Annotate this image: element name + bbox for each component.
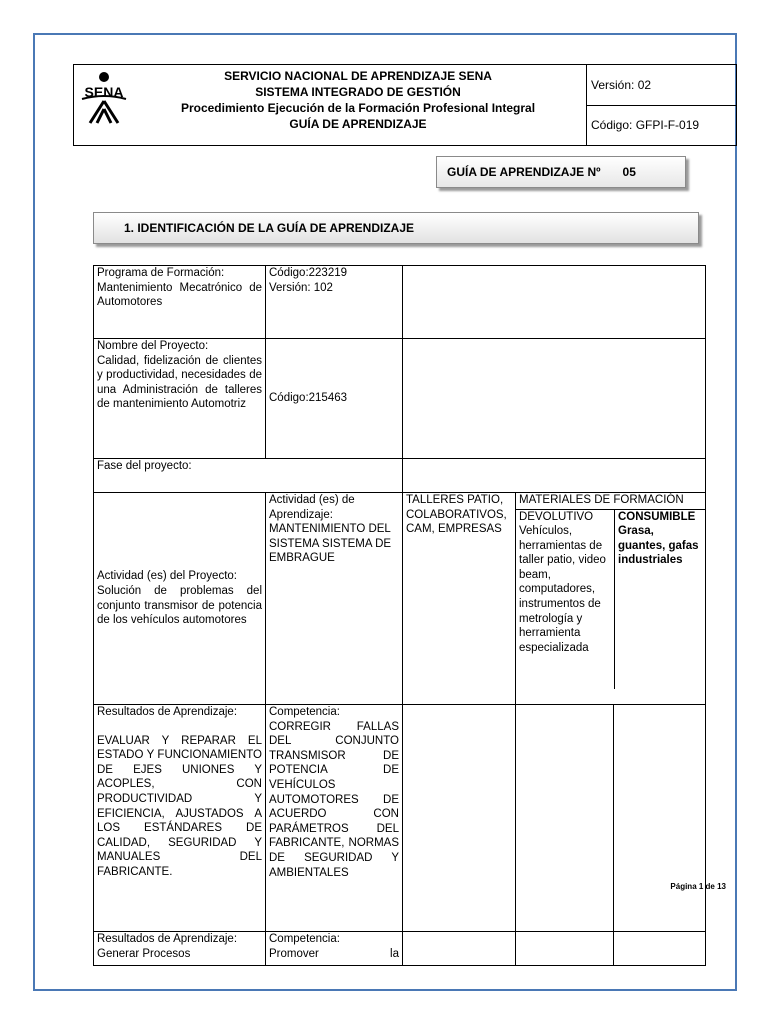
aprendizaje-label: Actividad (es) de Aprendizaje: (269, 494, 355, 521)
proyecto-label: Nombre del Proyecto: (97, 340, 209, 352)
programa-value: Mantenimiento Mecatrónico de Automotores (97, 281, 262, 309)
sena-logo-icon (80, 69, 128, 129)
competencia1-label: Competencia: (269, 706, 340, 718)
svg-text:SENA: SENA (84, 84, 124, 100)
table-row (94, 266, 706, 339)
proyecto-value: Calidad, fidelización de clientes y productividad, necesidades de una Administración de talleres de mantenimiento Automotriz (97, 354, 262, 411)
programa-codigo: Código:223219 (269, 267, 348, 279)
devolutivo-value: Vehículos, herramientas de taller patio, video beam, computadores, instrumentos de metrología y herramienta especializada (519, 525, 606, 654)
resultados2-label: Resultados de Aprendizaje: (97, 933, 238, 945)
guia-number: 05 (622, 165, 636, 179)
section-title: 1. IDENTIFICACIÓN DE LA GUÍA DE APRENDIZAJE (124, 221, 415, 235)
guia-number-box (436, 156, 686, 188)
programa-cell (94, 266, 266, 339)
resultados2-value: Generar Procesos (97, 947, 191, 960)
header-line3: Procedimiento Ejecución de la Formación Profesional Integral (180, 101, 536, 115)
materiales-cell (516, 493, 706, 705)
devolutivo-cell (516, 509, 615, 689)
programa-version: Versión: 102 (269, 281, 333, 294)
version-cell: Versión: 02 (587, 65, 737, 106)
consumible-value: Grasa, guantes, gafas industriales (618, 525, 699, 567)
page-number: Página 1 de 13 (670, 882, 726, 891)
resultados2-cell (94, 932, 266, 966)
table-row (94, 493, 706, 705)
resultados1-label: Resultados de Aprendizaje: (97, 706, 238, 718)
proyecto-cell (94, 339, 266, 459)
materiales-header: MATERIALES DE FORMACIÓN (516, 493, 705, 509)
aprendizaje-cell (266, 493, 403, 705)
competencia1-cell (266, 705, 403, 932)
consumible-label: CONSUMIBLE (618, 510, 696, 523)
proyecto-codigo: Código:215463 (266, 339, 403, 459)
resultados1-cell (94, 705, 266, 932)
actividad-value: Solución de problemas del conjunto transmisor de potencia de los vehículos automotores (97, 584, 262, 627)
actividad-cell (94, 493, 266, 705)
resultados1-value: EVALUAR Y REPARAR EL ESTADO Y FUNCIONAMIENTO DE EJES UNIONES Y ACOPLES, CON PRODUCTIVIDAD Y EFICIENCIA, AJUSTADOS A LOS ESTÁNDARES DE CALIDAD, SEGURIDAD Y MANUALES DEL FABRICANTE. (97, 734, 262, 878)
guia-label: GUÍA DE APRENDIZAJE Nº (447, 165, 601, 179)
table-row (94, 705, 706, 932)
codigo-cell: Código: GFPI-F-019 (587, 105, 737, 146)
fase-label: Fase del proyecto: (94, 459, 403, 493)
actividad-label: Actividad (es) del Proyecto: (97, 570, 237, 583)
competencia1-value: CORREGIR FALLAS DEL CONJUNTO TRANSMISOR DE POTENCIA DE VEHÍCULOS AUTOMOTORES DE ACUERDO CON PARÁMETROS DEL FABRICANTE, NORMAS DE SEGURIDAD Y AMBIENTALES (269, 720, 399, 879)
header-line4: GUÍA DE APRENDIZAJE (289, 117, 427, 131)
document-header (73, 64, 737, 146)
devolutivo-label: DEVOLUTIVO (519, 510, 594, 523)
consumible-cell (615, 509, 706, 689)
competencia2-label: Competencia: (269, 933, 340, 945)
competencia2-cell (266, 932, 403, 966)
aprendizaje-value: MANTENIMIENTO DEL SISTEMA SISTEMA DE EMBRAGUE (269, 523, 392, 565)
section-heading (93, 212, 699, 244)
programa-label: Programa de Formación: (97, 267, 225, 279)
header-line1: SERVICIO NACIONAL DE APRENDIZAJE SENA (224, 69, 492, 83)
ambientes-cell: TALLERES PATIO, COLABORATIVOS, CAM, EMPRESAS (403, 493, 516, 705)
competencia2-value: Promover la (269, 947, 399, 960)
header-line2: SISTEMA INTEGRADO DE GESTIÓN (255, 85, 461, 99)
programa-codigo-cell (266, 266, 403, 339)
identification-table (93, 265, 706, 966)
table-row (94, 459, 706, 493)
table-row (94, 339, 706, 459)
table-row (94, 932, 706, 966)
header-title-cell (74, 65, 587, 146)
